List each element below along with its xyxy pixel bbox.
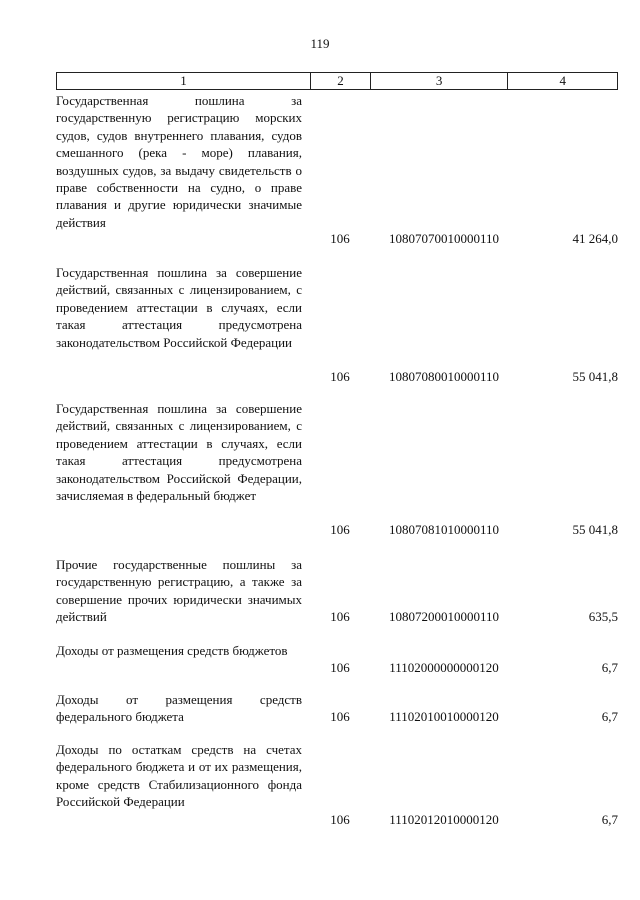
column-header-2: 2	[310, 73, 370, 89]
row-description: Государственная пошлина за совершение действий, связанных с лицензированием, с проведением аттестации в случаях, если такая аттестация предусмотрена законодательством Российской Федерации, зачисляемая в федеральный бюджет	[56, 401, 302, 504]
row-admin-code: 106	[330, 369, 350, 384]
row-admin-code: 106	[330, 231, 350, 246]
table-row	[56, 92, 618, 252]
row-admin-code: 106	[330, 660, 350, 675]
table-row	[56, 556, 618, 628]
row-amount: 41 264,0	[572, 231, 618, 246]
row-kbk-code: 10807081010000110	[388, 522, 500, 537]
table-row	[56, 642, 618, 678]
row-amount: 6,7	[601, 709, 618, 724]
row-kbk-code: 11102012010000120	[389, 812, 499, 827]
table-header-row	[56, 72, 618, 90]
row-admin-code: 106	[330, 522, 350, 537]
row-kbk-code: 11102000000000120	[389, 660, 499, 675]
row-amount: 6,7	[601, 660, 618, 675]
table-row	[56, 264, 618, 388]
row-admin-code: 106	[330, 709, 350, 724]
row-amount: 635,5	[588, 609, 618, 624]
row-kbk-code: 10807200010000110	[388, 609, 500, 624]
row-description: Доходы по остаткам средств на счетах федерального бюджета и от их размещения, кроме средств Стабилизационного фонда Российской Федерации	[56, 742, 302, 810]
row-description: Государственная пошлина за совершение действий, связанных с лицензированием, с проведением аттестации в случаях, если такая аттестация предусмотрена законодательством Российской Федерации	[56, 265, 302, 350]
row-admin-code: 106	[330, 812, 350, 827]
row-description: Прочие государственные пошлины за государственную регистрацию, а также за совершение прочих юридически значимых действий	[56, 557, 302, 625]
row-kbk-code: 10807080010000110	[388, 369, 500, 384]
row-admin-code: 106	[330, 609, 350, 624]
column-header-1: 1	[180, 73, 187, 88]
table-row	[56, 400, 618, 542]
page-number: 119	[310, 36, 330, 51]
row-kbk-code: 10807070010000110	[388, 231, 500, 246]
row-kbk-code: 11102010010000120	[389, 709, 499, 724]
table-row	[56, 741, 618, 831]
row-amount: 55 041,8	[572, 369, 618, 384]
column-header-3: 3	[370, 73, 508, 89]
row-description: Государственная пошлина за государственную регистрацию морских судов, судов внутреннего плавания, судов смешанного (река - море) плавания, воздушных судов, за выдачу свидетельств о праве собственности на судно, о праве плавания и другие юридически значимые действия	[56, 93, 302, 230]
row-description: Доходы от размещения средств бюджетов	[56, 643, 288, 658]
row-amount: 6,7	[601, 812, 618, 827]
table-row	[56, 691, 618, 727]
column-header-4: 4	[507, 73, 617, 89]
row-description: Доходы от размещения средств федерального бюджета	[56, 692, 302, 725]
row-amount: 55 041,8	[572, 522, 618, 537]
